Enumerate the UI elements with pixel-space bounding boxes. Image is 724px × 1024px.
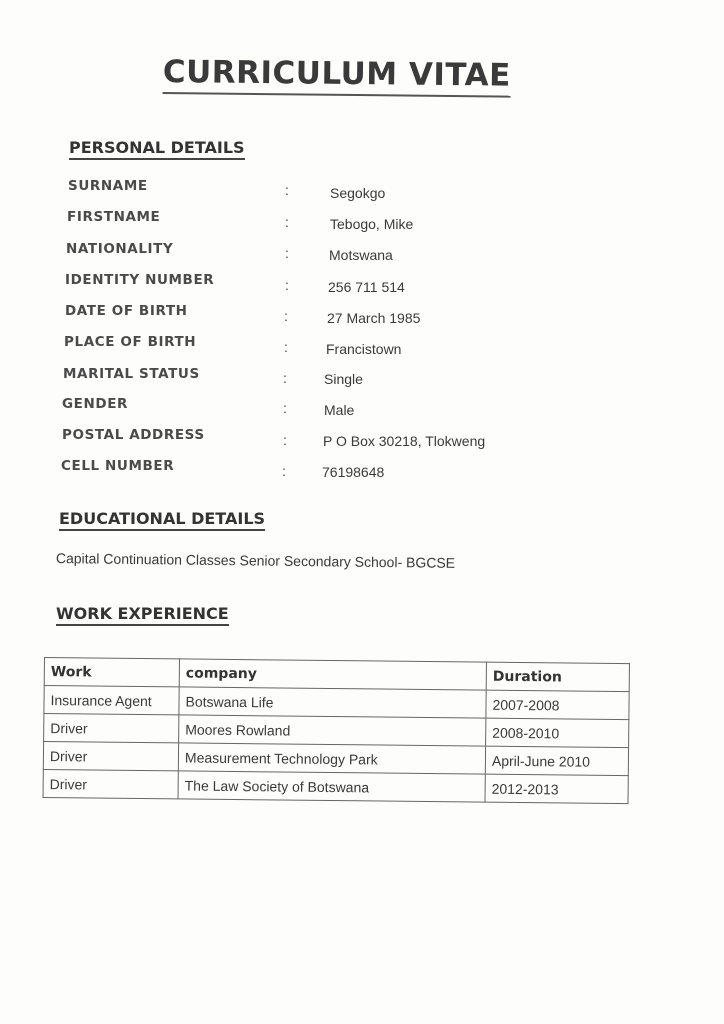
cell-duration: 2012-2013	[485, 774, 628, 803]
education-entry: Capital Continuation Classes Senior Secondary School- BGCSE	[55, 550, 456, 571]
identity-number-label: IDENTITY NUMBER	[65, 272, 215, 288]
cell-work: Driver	[43, 742, 178, 771]
cell-number-colon: :	[282, 463, 286, 479]
cell-duration: 2007-2008	[486, 690, 629, 719]
firstname-value: Tebogo, Mike	[330, 216, 414, 232]
document-title: CURRICULUM VITAE	[163, 54, 511, 98]
date-of-birth-label: DATE OF BIRTH	[65, 303, 188, 319]
cell-duration: April-June 2010	[485, 746, 628, 775]
gender-value: Male	[324, 402, 355, 418]
educational-details-heading: EDUCATIONAL DETAILS	[59, 509, 265, 531]
place-of-birth-label: PLACE OF BIRTH	[64, 334, 197, 350]
surname-label: SURNAME	[68, 178, 148, 194]
surname-colon: :	[285, 182, 289, 198]
nationality-colon: :	[285, 245, 289, 261]
marital-status-value: Single	[324, 371, 363, 387]
cell-number-value: 76198648	[322, 464, 385, 480]
gender-label: GENDER	[62, 396, 129, 412]
column-header-duration: Duration	[486, 662, 629, 691]
cell-company: Moores Rowland	[179, 715, 486, 746]
postal-address-label: POSTAL ADDRESS	[62, 427, 205, 443]
surname-value: Segokgo	[330, 185, 386, 201]
column-header-company: company	[179, 659, 486, 690]
identity-number-colon: :	[285, 277, 289, 293]
column-header-work: Work	[44, 658, 179, 687]
marital-status-colon: :	[283, 370, 287, 386]
postal-address-colon: :	[283, 432, 287, 448]
personal-details-heading: PERSONAL DETAILS	[69, 138, 245, 160]
marital-status-label: MARITAL STATUS	[63, 366, 200, 382]
cell-work: Driver	[44, 714, 179, 743]
firstname-label: FIRSTNAME	[67, 209, 161, 225]
firstname-colon: :	[285, 214, 289, 230]
cell-company: Botswana Life	[179, 687, 486, 718]
date-of-birth-value: 27 March 1985	[327, 310, 421, 326]
identity-number-value: 256 711 514	[328, 279, 405, 295]
cell-work: Insurance Agent	[44, 686, 179, 715]
cell-company: The Law Society of Botswana	[178, 771, 485, 802]
cell-company: Measurement Technology Park	[178, 743, 485, 774]
postal-address-value: P O Box 30218, Tlokweng	[323, 433, 486, 449]
nationality-label: NATIONALITY	[66, 241, 174, 257]
work-experience-table	[43, 657, 630, 804]
gender-colon: :	[283, 400, 287, 416]
work-experience-heading: WORK EXPERIENCE	[56, 604, 229, 626]
date-of-birth-colon: :	[284, 308, 288, 324]
cell-duration: 2008-2010	[486, 718, 629, 747]
nationality-value: Motswana	[329, 247, 393, 263]
place-of-birth-colon: :	[284, 339, 288, 355]
table-row	[43, 769, 628, 803]
cell-number-label: CELL NUMBER	[61, 458, 175, 474]
cell-work: Driver	[43, 769, 178, 798]
place-of-birth-value: Francistown	[326, 341, 402, 357]
